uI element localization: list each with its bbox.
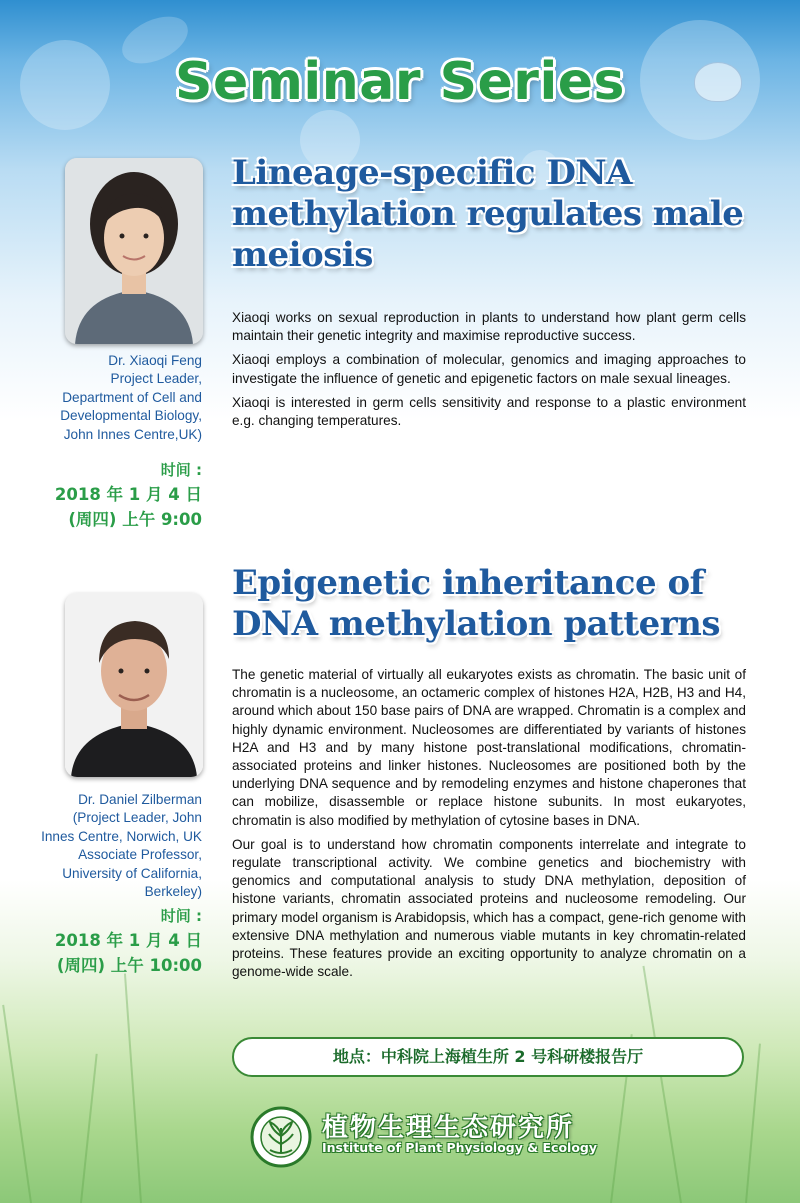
- talk-2-abstract: [232, 666, 746, 987]
- time: (周四) 上午 9:00: [68, 510, 202, 529]
- talk-2-speaker: [41, 791, 202, 901]
- talk-1-time: [55, 458, 202, 532]
- speaker-photo-1: [65, 158, 203, 344]
- talk-2-title: Epigenetic inheritance of DNA methylation patterns: [232, 563, 720, 644]
- abstract-paragraph: Our goal is to understand how chromatin components interrelate and integrate to regulate transcriptional activity. We combine genetics and biochemistry with genomics and computational analysis to study DNA methylation, deposition of histone variants, chromatin associated proteins and nucleosome remodeling. Our primary model organism is Arabidopsis, which has a compact, gene-rich genome with extensive DNA methylation and numerous viable mutants in key chromatin-related proteins. These features provide an exciting opportunity to analyze chromatin on a genome-wide scale.: [232, 836, 746, 980]
- institute-name-en: Institute of Plant Physiology & Ecology: [322, 1140, 598, 1155]
- speaker-name: Dr. Xiaoqi Feng: [108, 353, 202, 368]
- talk-1-abstract: [232, 309, 746, 436]
- talk-1-title: Lineage-specific DNA methylation regulates male meiosis: [232, 153, 744, 275]
- talk-1-speaker: [60, 352, 202, 444]
- series-title: Seminar Series: [175, 52, 625, 112]
- speaker-photo-2: [65, 593, 203, 777]
- speaker-name: Dr. Daniel Zilberman: [78, 792, 202, 807]
- speaker-affiliation-line: Innes Centre, Norwich, UK: [41, 828, 202, 844]
- time: (周四) 上午 10:00: [56, 956, 202, 975]
- speaker-affiliation-line: University of California,: [62, 865, 202, 881]
- time-label: 时间 :: [160, 907, 202, 925]
- abstract-paragraph: Xiaoqi is interested in germ cells sensitivity and response to a plastic environment e.g. changing temperatures.: [232, 394, 746, 429]
- speaker-affiliation-line: John Innes Centre,UK): [63, 426, 202, 442]
- institute-seal-icon: [250, 1106, 312, 1173]
- abstract-paragraph: Xiaoqi works on sexual reproduction in plants to understand how plant germ cells maintain their genetic integrity and maximise reproductive success.: [232, 310, 746, 344]
- speaker-affiliation-line: Department of Cell and: [62, 389, 202, 405]
- speaker-affiliation-line: Associate Professor,: [78, 847, 202, 863]
- time-label: 时间 :: [160, 461, 202, 479]
- abstract-paragraph: The genetic material of virtually all eukaryotes exists as chromatin. The basic unit of chromatin is a nucleosome, an octameric complex of histones H2A, H2B, H3 and H4, around which about 150 base pairs of DNA are wrapped. Chromatin is a complex and highly dynamic environment. Nucleosomes are differentiated by variants of histones H2A and H3 and by many histone post-translational modifications, chromatin-associated proteins and linker histones. Nucleosomes are positioned both by the underlying DNA sequence and by remodeling enzymes and histone chaperones that can mobilize, disassemble or replace histone subunits. In most eukaryotes, chromatin is also modified by methylation of cytosine bases in DNA.: [232, 667, 746, 828]
- institute-name-cn: 植物生理生态研究所: [322, 1113, 575, 1143]
- venue-banner: 地点：中科院上海植生所 2 号科研楼报告厅: [232, 1037, 744, 1077]
- talk-2-time: [55, 904, 202, 978]
- abstract-paragraph: Xiaoqi employs a combination of molecular, genomics and imaging approaches to investigate the influence of genetic and epigenetic factors on male sexual lineages.: [232, 352, 746, 386]
- speaker-affiliation-line: Project Leader,: [110, 371, 202, 387]
- speaker-affiliation-line: Berkeley): [144, 884, 202, 900]
- date: 2018 年 1 月 4 日: [54, 485, 202, 504]
- date: 2018 年 1 月 4 日: [54, 931, 202, 950]
- speaker-affiliation-line: (Project Leader, John: [72, 810, 202, 826]
- speaker-affiliation-line: Developmental Biology,: [60, 408, 202, 424]
